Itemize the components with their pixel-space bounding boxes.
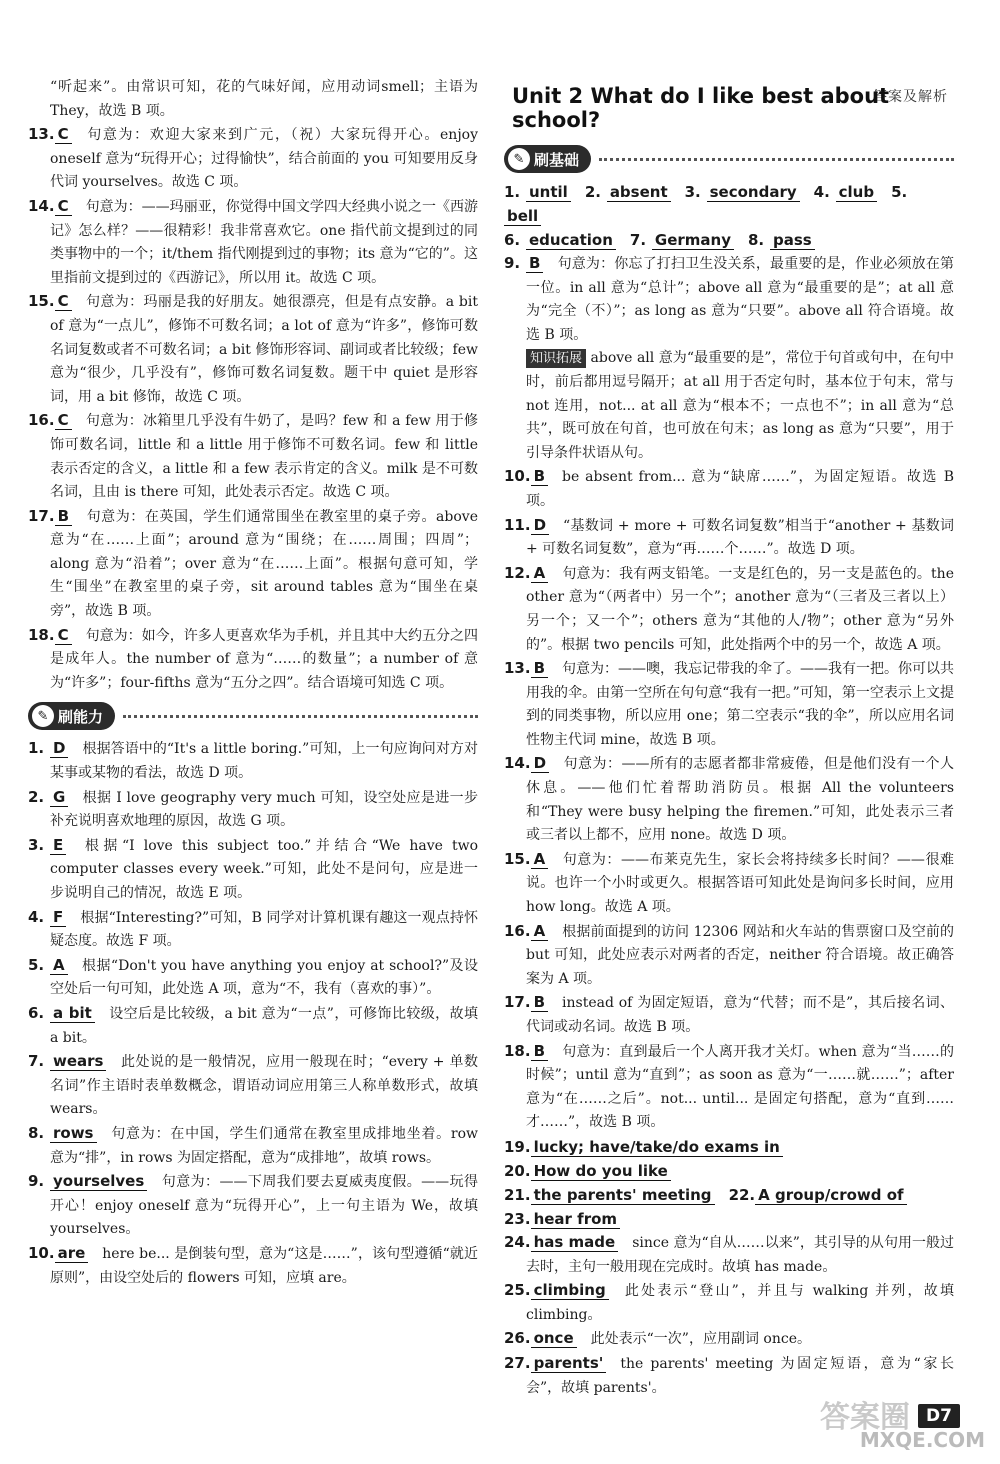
answer-key: A [531, 922, 549, 941]
explanation-text: 设空后是比较级，a bit 意为“一点”，可修饰比较级，故填 a bit。 [50, 1005, 478, 1046]
answer-key: D [531, 516, 549, 535]
answer-key: A [531, 564, 549, 583]
answer-item [28, 834, 478, 906]
item-number: 7. [28, 1052, 45, 1071]
item-number: 16. [504, 921, 531, 940]
page-number: D7 [918, 1404, 960, 1428]
book-icon: ✎ [32, 705, 54, 727]
answer-item [28, 786, 478, 834]
watermark [820, 1392, 985, 1452]
item-number: 3. [684, 183, 701, 201]
answer-key: Germany [652, 231, 734, 250]
answer-key: C [55, 292, 72, 311]
answer-item [28, 624, 478, 696]
answer-item [504, 991, 954, 1039]
answer-item [504, 752, 954, 847]
tip-text: above all 意为“最重要的是”，常位于句首或句中，在句中时，前后都用逗号隔开；at all 用于否定句时，基本位于句末，常与 not 连用，not... at all 意为“根本不；一点也不”；in all 意为“总共”，既可放在句首，也可放在句末；as long as 意为“只要”，用于引导条件状语从句。 [526, 350, 954, 461]
explanation-text: “听起来”。由常识可知，花的气味好闻，应用动词smell；主语为 They，故选 B 项。 [50, 79, 478, 119]
item-number: 9. [28, 1172, 45, 1191]
explanation-text: 句意为：如今，许多人更喜欢华为手机，并且其中大约五分之四是成年人。the number of 意为“……的数量”；a number of 意为“许多”；four-fifths 意为“五分之四”。结合语境可知选 C 项。 [50, 627, 478, 691]
item-number: 18. [28, 625, 55, 644]
item-number: 22. [728, 1185, 756, 1204]
explanation-text: “基数词 + more + 可数名词复数”相当于“another + 基数词 + 可数名词复数”，意为“再……个……”。故选 D 项。 [526, 517, 954, 558]
answer-key: E [50, 836, 66, 855]
answer-item [28, 1002, 478, 1050]
answer-key: A group/crowd of [755, 1186, 906, 1205]
explanation-text: 句意为：——所有的志愿者都非常疲倦，但是他们没有一个人休息。——他们忙着帮助消防员。根据 All the volunteers 和“They were busy helping the firemen.”可知，此处表示三者或三者以上都不，应用 none。故选 D 项。 [526, 756, 954, 844]
answer-row [504, 1183, 954, 1207]
item-number: 15. [504, 849, 531, 868]
item-number: 20. [504, 1161, 531, 1180]
section-label: 答案及解析 [873, 89, 948, 105]
answer-key: are [55, 1244, 89, 1263]
item-number: 26. [504, 1329, 531, 1348]
left-column [28, 76, 478, 1290]
explanation-text: 此处表示“登山”，并且与 walking 并列，故填 climbing。 [526, 1283, 954, 1323]
answer-item [28, 737, 478, 785]
answer-key: G [50, 788, 68, 807]
answer-key: B [55, 507, 72, 526]
item-number: 1. [504, 183, 521, 201]
answer-rows [504, 180, 954, 252]
item-number: 19. [504, 1137, 531, 1156]
answer-row [504, 180, 954, 228]
answer-item [28, 954, 478, 1002]
explanation-text: 根据“I love this subject too.”并结合“We have two computer classes every week.”可知，此处不是问句，应是进一步说明自己的情况，故选 E 项。 [50, 837, 478, 901]
explanation-text: 句意为：在中国，学生们通常在教室里成排地坐着。row 意为“排”，in rows 为固定搭配，意为“成排地”，故填 rows。 [50, 1125, 478, 1166]
item-number: 6. [504, 231, 521, 249]
answer-item [28, 76, 478, 123]
item-number: 8. [28, 1123, 45, 1142]
answer-key: C [55, 626, 72, 645]
item-number: 7. [629, 231, 647, 249]
answer-key: parents' [531, 1354, 607, 1373]
explanation-text: 句意为：玛丽是我的好朋友。她很漂亮，但是有点安静。a bit of 意为“一点儿”，修饰不可数名词；a lot of 意为“许多”，修饰可数名词复数或者不可数名词；a bit 修饰形容词、副词或者比较级；few 意为“很少，几乎没有”，修饰可数名词复数。题干中 quiet 是形容词，用 a bit 修饰，故选 C 项。 [50, 294, 478, 405]
short-answers [504, 1135, 954, 1231]
item-number: 27. [504, 1353, 531, 1372]
answer-key: absent [607, 183, 671, 202]
answer-key: B [531, 467, 548, 486]
explanation-text: 句意为：——玛丽亚，你觉得中国文学四大经典小说之一《西游记》怎么样？——很精彩！我非常喜欢它。one 指代前文提到过的同类事物中的一个；it/them 指代刚提到过的事物；its 意为“它的”。这里指前文提到过的《西游记》，所以用 it。故选 C 项。 [50, 198, 478, 286]
explanation-text: 根据“Interesting?”可知，B 同学对计算机课有趣这一观点持怀疑态度。故选 F 项。 [50, 909, 478, 950]
answer-item [28, 906, 478, 954]
explanation-text: 此处表示“一次”，应用副词 once。 [590, 1331, 811, 1348]
explanation-text: 根据“Don't you have anything you enjoy at school?”及设空处后一句可知，此处选 A 项，意为“不，我有（喜欢的事）”。 [50, 957, 478, 998]
answer-key: bell [504, 207, 541, 226]
answer-item [28, 409, 478, 504]
book-icon: ✎ [508, 148, 530, 170]
answer-list-left-top [28, 76, 478, 695]
answer-row [504, 1207, 954, 1231]
explanation-text: since 意为“自从……以来”，其引导的从句用一般过去时，主句一般用现在完成时。故填 has made。 [526, 1234, 954, 1275]
explanation-text: 句意为：你忘了打扫卫生没关系，最重要的是，作业必须放在第一位。in all 意为“总计”；above all 意为“最重要的是”；at all 意为“完全（不）”；as long as 意为“只要”。above all 符合语境。故选 B 项。 [526, 256, 954, 343]
explanation-text: 根据答语中的“It's a little boring.”可知，上一句应询问对方对某事或某物的看法，故选 D 项。 [50, 741, 478, 782]
section-title: 刷能力 [58, 707, 104, 726]
answer-key: wears [50, 1052, 106, 1071]
answer-key: B [531, 1042, 548, 1061]
item-number: 21. [504, 1185, 531, 1204]
answer-key: C [55, 411, 72, 430]
item-number: 2. [28, 787, 45, 806]
answer-item [28, 1170, 478, 1242]
explanation-text: 句意为：在英国，学生们通常围坐在教室里的桌子旁。above 意为“在……上面”；around 意为“围绕；在……周围；四周”；along 意为“沿着”；over 意为“在……上面”。根据句意可知，学生“围坐”在教室里的桌子旁，sit around tables 意为“围坐在桌旁”，故选 B 项。 [50, 508, 478, 620]
answer-item [28, 195, 478, 290]
right-column [504, 84, 954, 1400]
answer-row [504, 1159, 954, 1183]
answer-key: has made [531, 1233, 619, 1252]
answer-item [504, 657, 954, 752]
answer-item [504, 1279, 954, 1327]
section-badge [504, 145, 591, 173]
item-number: 10. [504, 467, 531, 486]
answer-item [504, 514, 954, 562]
answer-item [28, 1122, 478, 1170]
item-number: 10. [28, 1243, 55, 1262]
answer-item [504, 848, 954, 920]
explanation-text: 根据 I love geography very much 可知，设空处应是进一步补充说明喜欢地理的原因，故选 G 项。 [50, 789, 478, 830]
answer-key: B [531, 993, 548, 1012]
explanation-text: 此处说的是一般情况，应用一般现在时；“every + 单数名词”作主语时表单数概念，谓语动词应用第三人称单数形式，故填 wears。 [50, 1054, 478, 1118]
explanation-text: 根据前面提到的访问 12306 网站和火车站的售票窗口及空前的 but 可知，此处应表示对两者的否定，neither 符合语境。故正确答案为 A 项。 [526, 923, 954, 987]
answer-list-right-end [504, 1231, 954, 1400]
answer-key: pass [770, 231, 815, 250]
item-number: 13. [28, 125, 55, 144]
item-number: 18. [504, 1041, 531, 1060]
item-number: 17. [28, 506, 55, 525]
answer-item [28, 1242, 478, 1290]
section-title: 刷基础 [534, 150, 580, 169]
answer-row [504, 228, 954, 252]
answer-item [504, 252, 954, 347]
answer-row [504, 1135, 954, 1159]
item-number: 14. [504, 754, 531, 773]
watermark-url: MXQE.COM [859, 1428, 985, 1452]
answer-key: D [531, 754, 549, 773]
answer-item [504, 1231, 954, 1279]
answer-key: C [55, 197, 72, 216]
answer-key: B [531, 659, 548, 678]
answer-item [504, 920, 954, 992]
explanation-text: the parents' meeting 为固定短语，意为“家长会”，故填 parents'。 [526, 1355, 954, 1396]
unit-title: Unit 2 What do I like best about school? [512, 84, 890, 132]
answer-key: A [531, 850, 549, 869]
explanation-text: 句意为：直到最后一个人离开我才关灯。when 意为“当……的时候”；until 意为“直到”；as soon as 意为“一……就……”；after 意为“在……之后”。not... until... 是固定句搭配，意为“直到……才……”，故选 B 项。 [526, 1043, 954, 1131]
item-number: 4. [813, 183, 830, 201]
item-number: 2. [584, 183, 601, 201]
item-number: 11. [504, 515, 531, 534]
item-number: 16. [28, 411, 55, 430]
answer-list-right [504, 465, 954, 1135]
answer-key: D [50, 739, 68, 758]
item-number: 13. [504, 659, 531, 678]
answer-list-left-bottom [28, 737, 478, 1290]
answer-item [28, 123, 478, 195]
item-number: 15. [28, 292, 55, 311]
answer-key: A [50, 956, 68, 975]
item-number: 17. [504, 993, 531, 1012]
explanation-text: 句意为：——噢，我忘记带我的伞了。——我有一把。你可以共用我的伞。由第一空所在句句意“我有一把。”可知，第一空表示上文提到的同类事物，所以应用 one；第二空表示“我的伞”，所以应用名词性物主代词 mine，故选 B 项。 [526, 661, 955, 748]
answer-key: climbing [531, 1281, 609, 1300]
item-number: 9. [504, 254, 521, 272]
answer-key: club [836, 183, 877, 202]
item-number: 25. [504, 1281, 531, 1300]
item-number: 23. [504, 1209, 531, 1228]
answer-key: education [526, 231, 616, 250]
answer-item [504, 1327, 954, 1352]
answer-key: F [50, 908, 66, 927]
explanation-text: be absent from... 意为“缺席……”，为固定短语。故选 B 项。 [526, 469, 954, 509]
item-number: 14. [28, 196, 55, 215]
answer-item [28, 290, 478, 409]
explanation-text: 句意为：欢迎大家来到广元，（祝）大家玩得开心。enjoy oneself 意为“玩得开心；过得愉快”，结合前面的 you 可知要用反身代词 yourselves。故选 C 项。 [50, 127, 478, 191]
dotted-divider [123, 715, 478, 718]
explanation-text: instead of 为固定短语，意为“代替；而不是”，其后接名词、代词或动名词。故选 B 项。 [526, 995, 954, 1035]
answer-key: C [55, 125, 72, 144]
answer-key: a bit [50, 1004, 95, 1023]
explanation-text: 句意为：——布莱克先生，家长会将持续多长时间？——很难说。也许一个小时或更久。根据答语可知此处是询问多长时间，应用 how long。故选 A 项。 [526, 851, 954, 916]
item-number: 5. [28, 955, 45, 974]
section-header-basic [504, 144, 954, 174]
answer-item [504, 1040, 954, 1135]
answer-key: hear from [531, 1210, 620, 1229]
explanation-text: 句意为：我有两支铅笔。一支是红色的，另一支是蓝色的。the other 意为“（两者中）另一个”；another 意为“（三者及三者以上）另一个；又一个”；others 意为“其他的人/物”；other 意为“另外的”。根据 two pencils 可知，此处指两个中的另一个，故选 A 项。 [526, 565, 954, 653]
answer-key: the parents' meeting [531, 1186, 715, 1205]
explanation-text: here be... 是倒装句型，意为“这是……”，该句型遵循“就近原则”，由设空处后的 flowers 可知，应填 are。 [50, 1245, 478, 1286]
dotted-divider [599, 158, 954, 161]
item-number: 4. [28, 907, 45, 926]
answer-key: lucky; have/take/do exams in [531, 1138, 783, 1157]
tip-label: 知识拓展 [526, 349, 586, 368]
answer-key: secondary [707, 183, 800, 202]
answer-key: How do you like [531, 1162, 671, 1181]
answer-item [504, 465, 954, 513]
item-number: 5. [891, 183, 908, 201]
answer-item [28, 1050, 478, 1122]
answer-item [504, 562, 954, 657]
answer-key: rows [50, 1124, 97, 1143]
explanation-text: 句意为：冰箱里几乎没有牛奶了，是吗？few 和 a few 用于修饰可数名词，little 和 a little 用于修饰不可数名词。few 和 little 表示否定的含义，a little 和 a few 表示肯定的含义。milk 是不可数名词，且由 is there 可知，此处表示否定。故选 C 项。 [50, 413, 478, 501]
answer-key: yourselves [50, 1172, 147, 1191]
section-header-ability [28, 701, 478, 731]
knowledge-tip [504, 347, 954, 465]
item-number: 3. [28, 835, 45, 854]
item-number: 24. [504, 1232, 531, 1251]
answer-key: once [531, 1329, 577, 1348]
answer-item-9 [504, 252, 954, 347]
item-number: 6. [28, 1003, 45, 1022]
item-number: 1. [28, 739, 45, 758]
item-number: 12. [504, 563, 531, 582]
answer-key: until [526, 183, 571, 202]
answer-key: B [526, 254, 543, 273]
item-number: 8. [748, 231, 765, 249]
section-badge [28, 702, 115, 730]
watermark-text: 答案圈 [820, 1400, 910, 1435]
answer-item [28, 505, 478, 624]
explanation-text: 句意为：——下周我们要去夏威夷度假。——玩得开心！enjoy oneself 意为“玩得开心”，上一句主语为 We，故填 yourselves。 [50, 1174, 478, 1238]
